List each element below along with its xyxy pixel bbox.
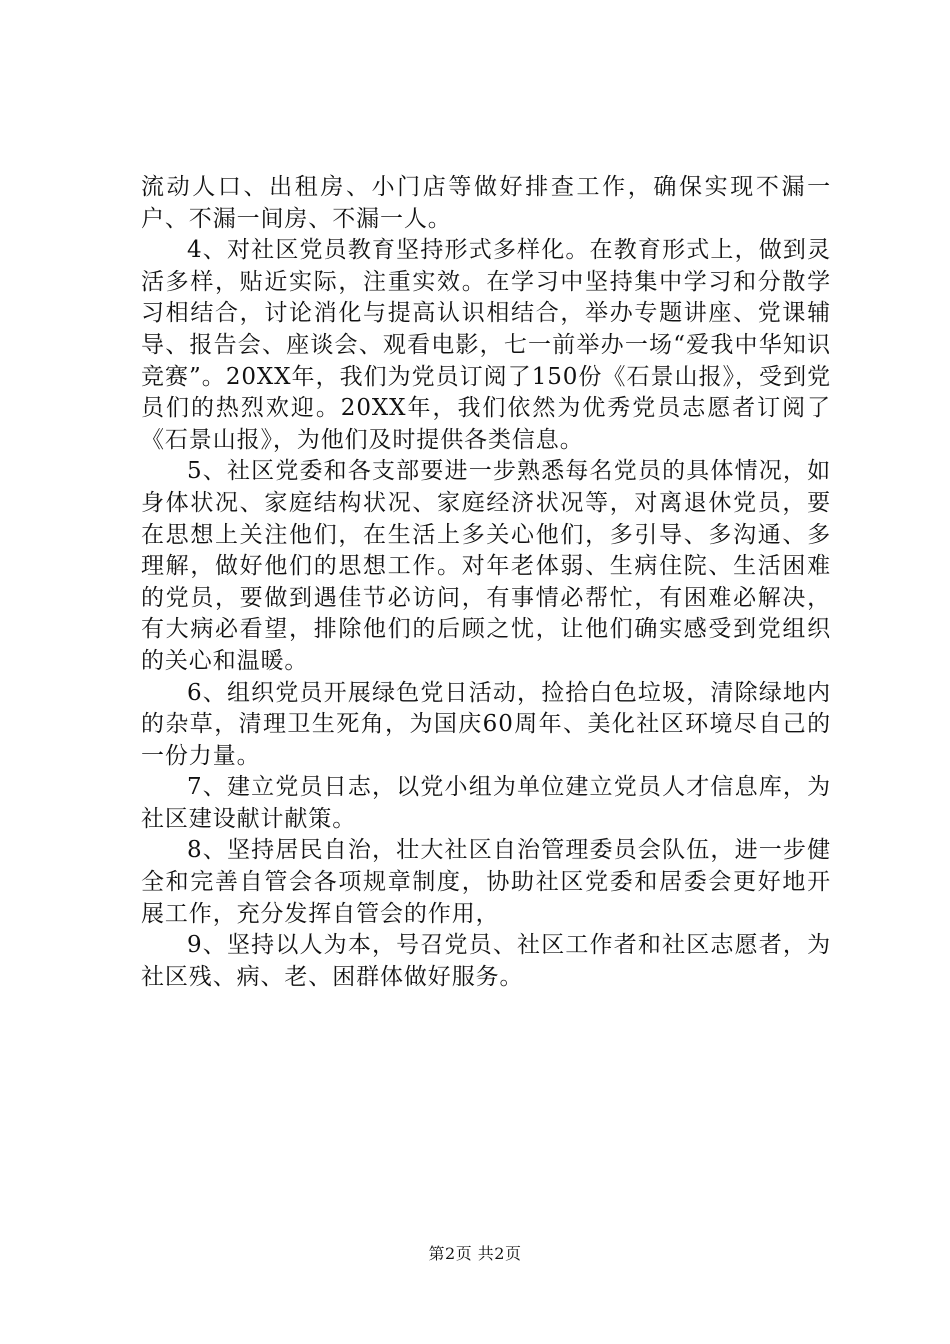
paragraph-item-5: 5、社区党委和各支部要进一步熟悉每名党员的具体情况，如身体状况、家庭结构状况、家庭经济状况等，对离退休党员，要在思想上关注他们，在生活上多关心他们，多引导、多沟通、多理解，做好他们的思想工作。对年老体弱、生病住院、生活困难的党员，要做到遇佳节必访问，有事情必帮忙，有困难必解决，有大病必看望，排除他们的后顾之忧，让他们确实感受到党组织的关心和温暖。 <box>141 458 831 674</box>
page-number-footer: 第2页 共2页 <box>428 1244 522 1263</box>
paragraph-item-4: 4、对社区党员教育坚持形式多样化。在教育形式上，做到灵活多样，贴近实际，注重实效。在学习中坚持集中学习和分散学习相结合，讨论消化与提高认识相结合，举办专题讲座、党课辅导、报告会、座谈会、观看电影，七一前举办一场“爱我中华知识竞赛”。20XX年，我们为党员订阅了150份《石景山报》，受到党员们的热烈欢迎。20XX年，我们依然为优秀党员志愿者订阅了《石景山报》，为他们及时提供各类信息。 <box>141 237 831 453</box>
paragraph-item-8: 8、坚持居民自治，壮大社区自治管理委员会队伍，进一步健全和完善自管会各项规章制度，协助社区党委和居委会更好地开展工作，充分发挥自管会的作用， <box>141 837 831 927</box>
paragraph-item-9: 9、坚持以人为本，号召党员、社区工作者和社区志愿者，为社区残、病、老、困群体做好服务。 <box>141 932 831 990</box>
document-body <box>141 172 831 993</box>
paragraph-item-7: 7、建立党员日志，以党小组为单位建立党员人才信息库，为社区建设献计献策。 <box>141 774 831 832</box>
paragraph-item-6: 6、组织党员开展绿色党日活动，捡拾白色垃圾，清除绿地内的杂草，清理卫生死角，为国庆60周年、美化社区环境尽自己的一份力量。 <box>141 679 831 769</box>
paragraph-continuation: 流动人口、出租房、小门店等做好排查工作，确保实现不漏一户、不漏一间房、不漏一人。 <box>141 174 831 232</box>
